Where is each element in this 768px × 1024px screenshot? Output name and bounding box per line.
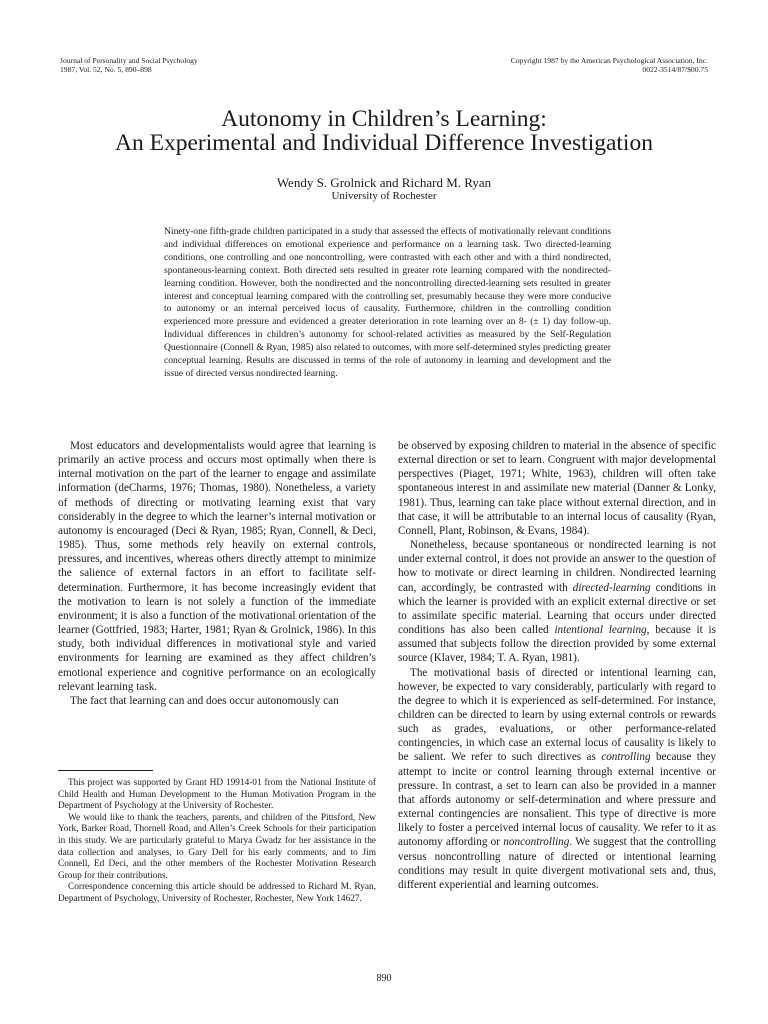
text-run: Nonetheless, because spontaneous or nondirected learning is not under external control, it does not provide an answer to the question of how to motivate or direct learning in children. Nondirected learning can, accordingly, be contrasted with <box>398 539 716 594</box>
text-run: because they attempt to incite or control learning through external incentive or pressure. In contrast, a set to learn can also be provided in a manner that affords autonomy or self-determination and where pressure and external contingencies are nonsalient. This type of directive is more likely to foster a perceived internal locus of causality. We refer to it as autonomy affording or <box>398 751 716 849</box>
text-run: The motivational basis of directed or intentional learning can, however, be expected to vary considerably, particularly with regard to the degree to which it is experienced as self-determined. For instance, children can be directed to learn by using external controls or rewards such as grades, evaluations, or other performance-related contingencies, in which case an external locus of causality is likely to be salient. We refer to such directives as <box>398 666 716 764</box>
journal-name: Journal of Personality and Social Psychology <box>60 56 198 65</box>
title-line-2: An Experimental and Individual Difference Investigation <box>115 130 653 156</box>
journal-citation <box>60 57 198 74</box>
footnote-acknowledgments: We would like to thank the teachers, parents, and children of the Pittsford, New York, Barker Road, Thornell Road, and Allen’s Creek Schools for their participation in this study. We are particularly grateful to Marya Gwadz for her assistance in the data collection and analyses, to Gary Dell for his early comments, and to Jim Connell, Ed Deci, and the other members of the Rochester Motivation Research Group for their contributions. <box>58 812 376 881</box>
issn-price: 0022-3514/87/$00.75 <box>642 64 708 74</box>
affiliation: University of Rochester <box>331 190 437 202</box>
text-run: , because it is assumed that subjects follow the direction provided by some external source (Klaver, 1984; T. A. Ryan, 1981). <box>398 624 716 665</box>
text-run: . We suggest that the controlling versus noncontrolling nature of directed or intentional learning conditions may result in quite divergent motivational sets and, thus, different experiential and learning outcomes. <box>398 836 716 891</box>
footnote-funding: This project was supported by Grant HD 19914-01 from the National Institute of Child Health and Human Development to the Human Motivation Program in the Department of Psychology at the University of Rochester. <box>58 778 376 812</box>
abstract: Ninety-one fifth-grade children participated in a study that assessed the effects of motivationally relevant conditions and individual differences on emotional experience and performance on a learning task. Two directed-learning conditions, one controlling and one noncontrolling, were contrasted with each other and with a third nondirected, spontaneous-learning context. Both directed sets resulted in greater rote learning compared with the nondirected-learning condition. However, both the nondirected and the noncontrolling directed-learning sets resulted in greater interest and conceptual learning compared with the controlling set, presumably because they were more conducive to autonomy or an internal perceived locus of causality. Furthermore, children in the controlling condition experienced more pressure and evidenced a greater deterioration in rote learning over an 8- (± 1) day follow-up. Individual differences in children’s autonomy for school-related activities as measured by the Self-Regulation Questionnaire (Connell & Ryan, 1985) also related to outcomes, with more self-determined styles predicting greater conceptual learning. Results are discussed in terms of the role of autonomy in learning and development and the issue of directed versus nondirected learning. <box>164 226 611 379</box>
body-paragraph-motivational-basis <box>398 666 716 893</box>
journal-volume: 1987, Vol. 52, No. 5, 890–898 <box>60 64 152 74</box>
authors: Wendy S. Grolnick and Richard M. Ryan <box>276 175 492 190</box>
copyright-notice <box>511 57 708 74</box>
italic-term: noncontrolling <box>503 836 570 849</box>
title-line-1: Autonomy in Children’s Learning: <box>221 106 547 132</box>
footnotes <box>58 778 376 906</box>
copyright-line: Copyright 1987 by the American Psychological Association, Inc. <box>510 56 708 65</box>
text-run: conditions in which the learner is provided with an explicit external directive or set to assimilate specific material. Learning that occurs under directed conditions has also been called <box>398 581 716 637</box>
left-column <box>58 439 376 708</box>
right-column <box>398 439 716 892</box>
body-paragraph-continued: be observed by exposing children to material in the absence of specific external direction or set to learn. Congruent with major developmental perspectives (Piaget, 1971; White, 1963), children will often take spontaneous interest in and assimilate new material (Danner & Lonky, 1981). Thus, learning can take place without external direction, and in that case, it will be attributable to an internal locus of causality (Ryan, Connell, Plant, Robinson, & Evans, 1984). <box>398 440 716 537</box>
italic-term: directed-learning <box>572 581 651 594</box>
intro-paragraph-2: The fact that learning can and does occur autonomously can <box>70 694 339 707</box>
italic-term: intentional learning <box>554 624 647 637</box>
italic-term: controlling <box>601 751 651 764</box>
body-paragraph-nondirected <box>398 538 716 665</box>
page-number: 890 <box>376 973 392 984</box>
article-title <box>0 107 768 155</box>
footnote-divider <box>58 770 153 771</box>
intro-paragraph-1: Most educators and developmentalists would agree that learning is primarily an active process and occurs most optimally when there is internal motivation on the part of the learner to engage and assimilate information (deCharms, 1976; Thomas, 1980). Nonetheless, a variety of methods of directing or motivating learning exist that vary considerably in the degree to which the learner’s internal motivation or autonomy is encouraged (Deci & Ryan, 1985; Ryan, Connell, & Deci, 1985). Thus, some methods rely heavily on external controls, pressures, and incentives, whereas others directly attempt to minimize the salience of external factors in an effort to facilitate self-determination. Furthermore, it has become increasingly evident that the motivation to learn is not solely a function of the immediate environment; it is also a function of the motivational orientation of the learner (Gottfried, 1983; Harter, 1981; Ryan & Grolnick, 1986). In this study, both individual differences in motivational style and varied environments for learning are examined as they affect children’s emotional experience and cognitive performance on an ecologically relevant learning task. <box>58 440 376 693</box>
footnote-correspondence: Correspondence concerning this article should be addressed to Richard M. Ryan, Department of Psychology, University of Rochester, Rochester, New York 14627. <box>58 882 376 904</box>
